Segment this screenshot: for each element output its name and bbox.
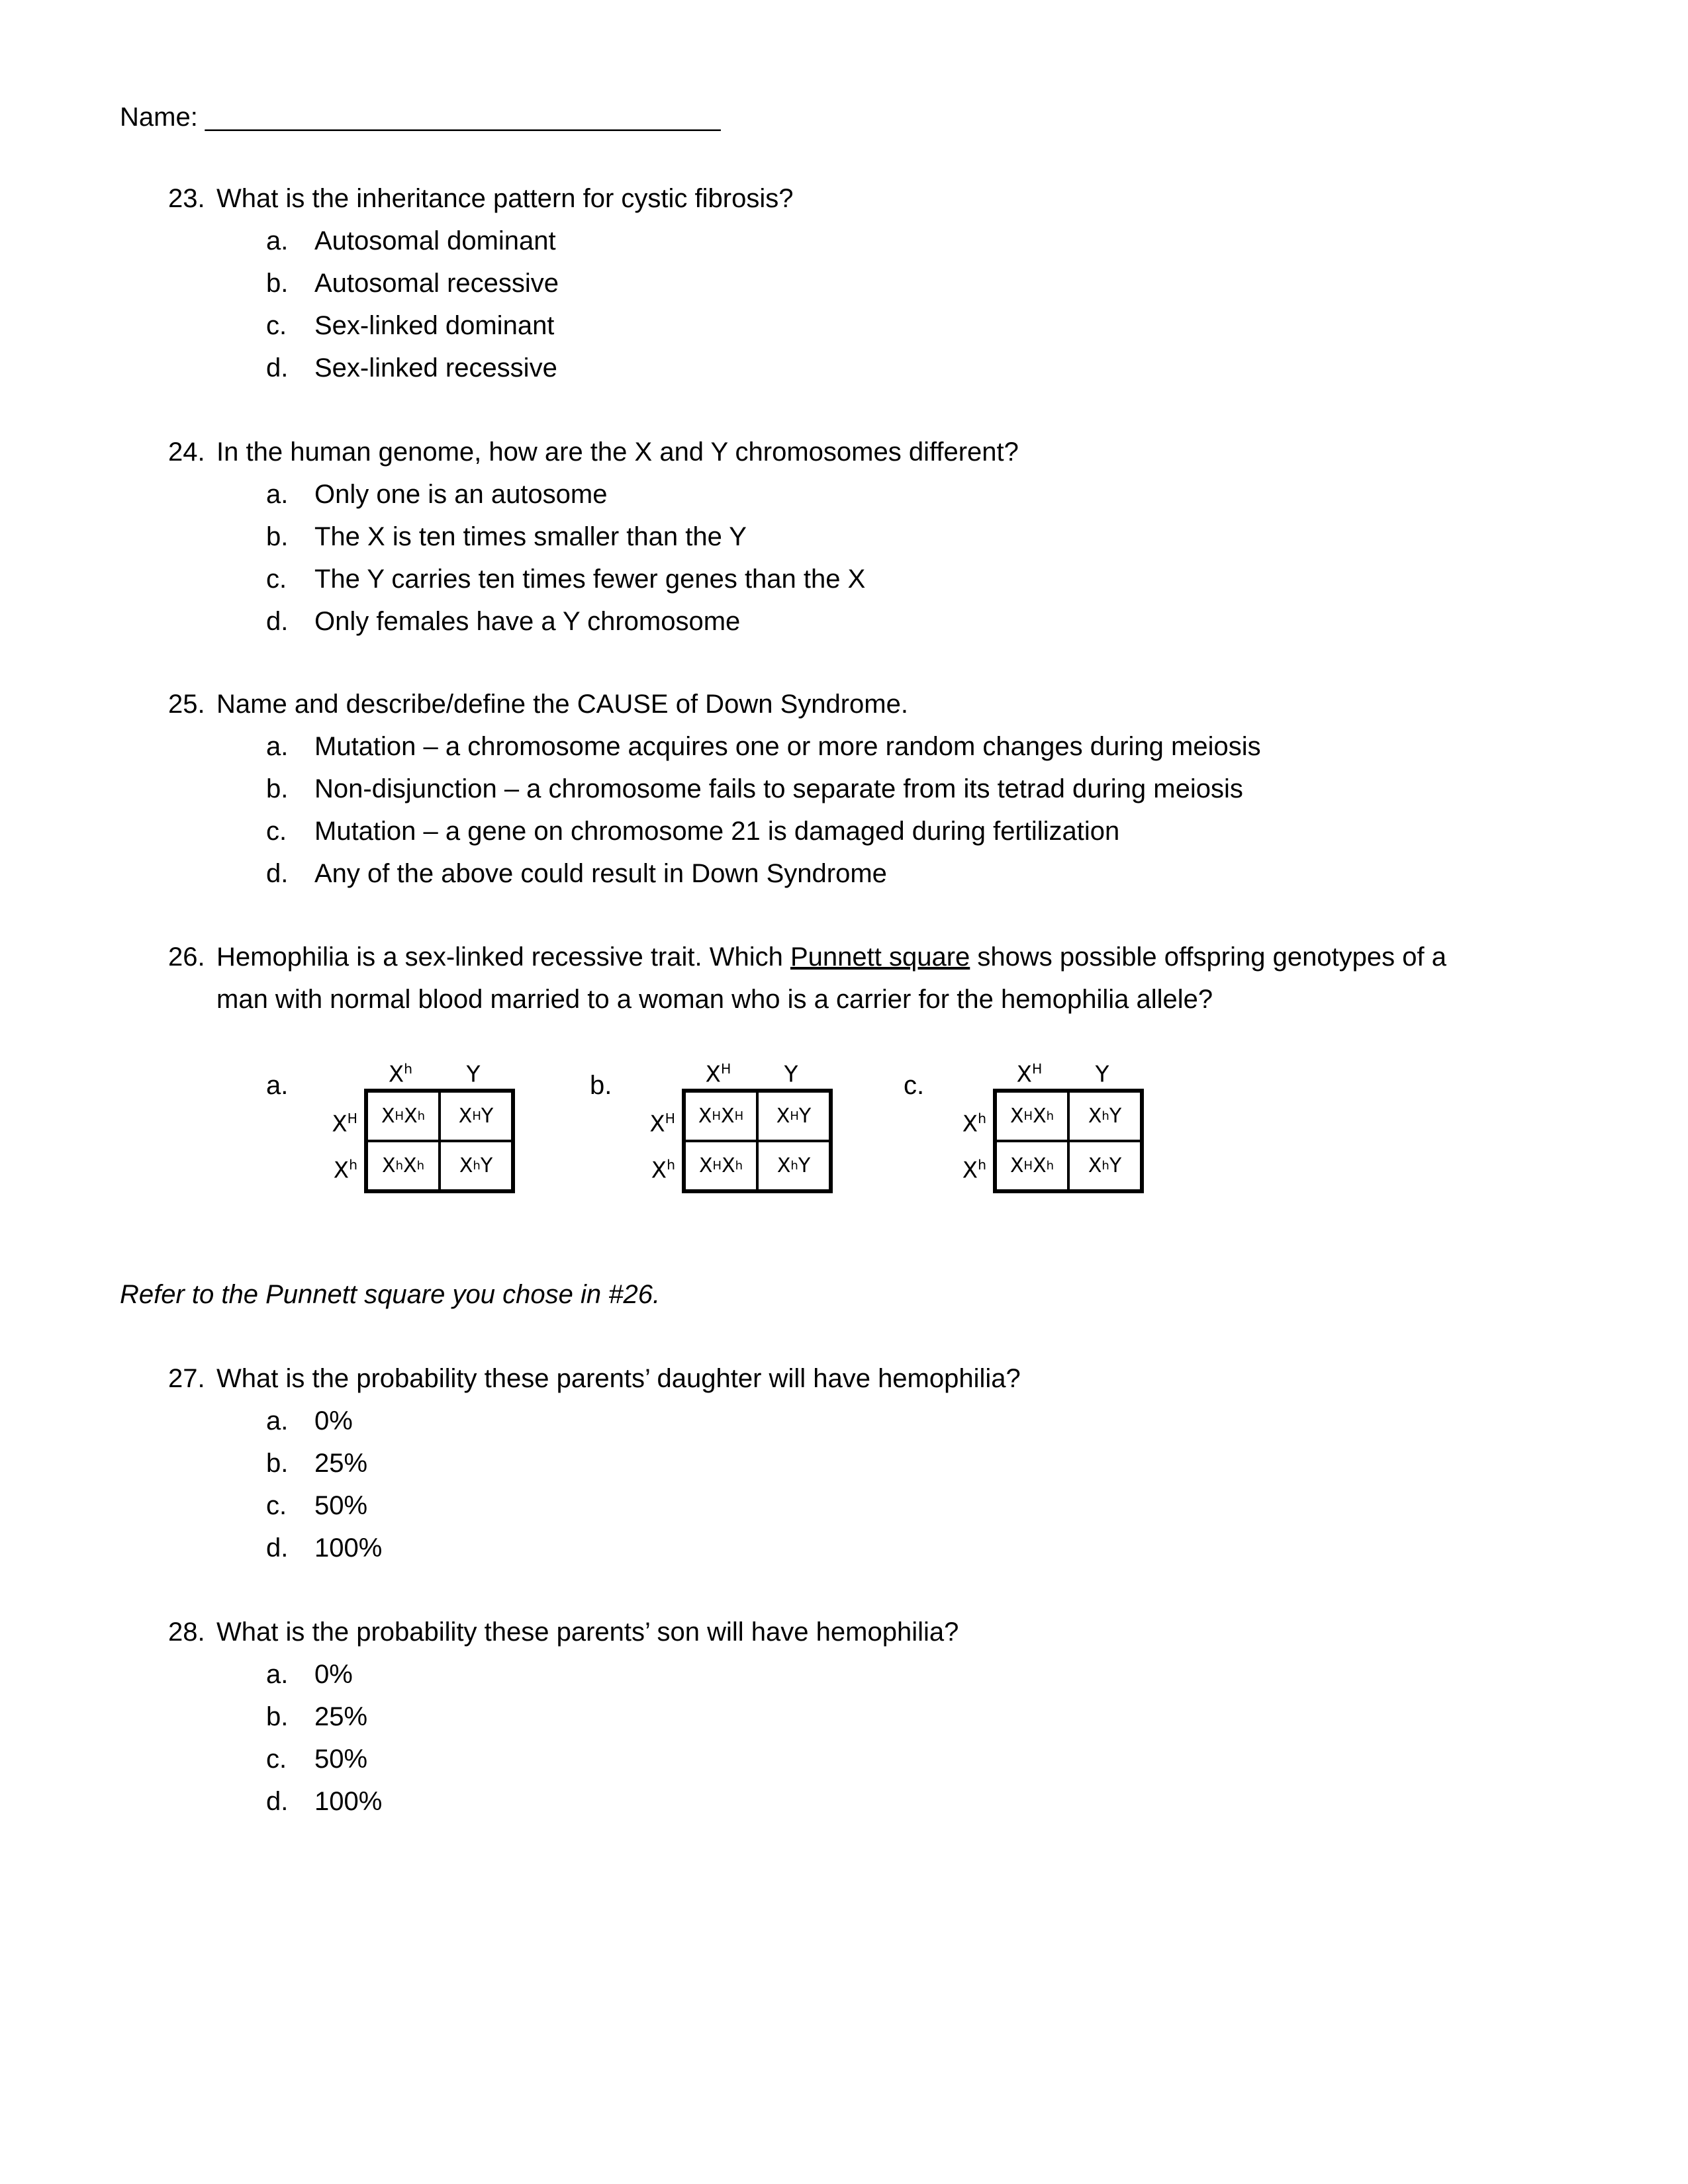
punnett-option-label: c. — [904, 1071, 925, 1100]
punnett-grid — [364, 1089, 515, 1193]
punnett-square-link: Punnett square — [790, 942, 970, 972]
punnett-square-a[interactable] — [311, 1052, 523, 1205]
allele: X — [776, 1105, 790, 1128]
option-text: 0% — [314, 1660, 353, 1689]
question-27 — [0, 1357, 1688, 1400]
option-text: Only females have a Y chromosome — [314, 607, 741, 636]
punnett-square-b[interactable] — [629, 1052, 841, 1205]
option-text: Any of the above could result in Down Syndrome — [314, 859, 887, 888]
allele: X — [1009, 1105, 1024, 1128]
allele-superscript: h — [416, 1159, 424, 1173]
option-text: 25% — [314, 1702, 368, 1731]
option-letter: b. — [266, 269, 289, 298]
allele: X — [1009, 1154, 1024, 1177]
parent-allele-top — [437, 1052, 510, 1088]
option-letter: b. — [266, 774, 289, 803]
allele-superscript: H — [395, 1109, 404, 1123]
answer-option[interactable] — [0, 1696, 1688, 1738]
option-letter: d. — [266, 859, 289, 888]
option-text: Sex-linked recessive — [314, 353, 557, 383]
question-24 — [0, 431, 1688, 473]
allele-superscript: h — [395, 1159, 403, 1173]
question-text-continued: man with normal blood married to a woman who is a carrier for the hemophilia allele? — [216, 985, 1213, 1014]
option-letter: c. — [266, 311, 287, 340]
offspring-genotype — [996, 1141, 1068, 1191]
option-text: 0% — [314, 1406, 353, 1435]
option-letter: b. — [266, 522, 289, 551]
allele-superscript: H — [1031, 1061, 1043, 1077]
answer-option[interactable] — [0, 1653, 1688, 1696]
question-26 — [0, 936, 1688, 978]
question-number: 23. — [168, 184, 205, 213]
option-text: 50% — [314, 1745, 368, 1774]
question-text: What is the probability these parents’ son will have hemophilia? — [216, 1617, 959, 1647]
option-text: 25% — [314, 1449, 368, 1478]
question-23 — [0, 177, 1688, 220]
allele: Y — [784, 1061, 798, 1088]
allele: Y — [466, 1061, 481, 1088]
answer-option[interactable] — [0, 1442, 1688, 1484]
allele-superscript: h — [790, 1159, 798, 1173]
option-letter: b. — [266, 1702, 289, 1731]
option-text: Sex-linked dominant — [314, 311, 555, 340]
allele: X — [404, 1105, 418, 1128]
parent-allele-side — [940, 1099, 986, 1138]
punnett-square-c[interactable] — [940, 1052, 1152, 1205]
allele: X — [381, 1105, 395, 1128]
question-text-line2 — [0, 978, 1688, 1021]
option-letter: d. — [266, 1787, 289, 1816]
option-text: Autosomal dominant — [314, 226, 556, 255]
offspring-genotype — [440, 1141, 512, 1191]
answer-option[interactable] — [0, 304, 1688, 347]
option-text: Only one is an autosome — [314, 480, 608, 509]
allele: X — [651, 1157, 667, 1184]
allele-superscript: H — [472, 1109, 481, 1123]
allele: X — [1088, 1154, 1102, 1177]
answer-option[interactable] — [0, 347, 1688, 389]
question-number: 26. — [168, 942, 205, 972]
allele: Y — [1109, 1154, 1122, 1177]
option-text: The Y carries ten times fewer genes than the X — [314, 565, 866, 594]
question-text: What is the inheritance pattern for cystic fibrosis? — [216, 184, 794, 213]
allele-superscript: h — [667, 1157, 675, 1173]
option-letter: c. — [266, 817, 287, 846]
option-letter: c. — [266, 1491, 287, 1520]
allele: Y — [798, 1154, 811, 1177]
question-25 — [0, 683, 1688, 725]
option-text: Mutation – a gene on chromosome 21 is damaged during fertilization — [314, 817, 1120, 846]
allele-superscript: h — [1102, 1159, 1109, 1173]
allele: X — [1016, 1061, 1032, 1088]
option-text: Mutation – a chromosome acquires one or more random changes during meiosis — [314, 732, 1261, 761]
allele-superscript: H — [712, 1159, 722, 1173]
allele: X — [332, 1111, 348, 1138]
parent-allele-side — [940, 1145, 986, 1185]
answer-option[interactable] — [0, 1400, 1688, 1442]
option-letter: c. — [266, 565, 287, 594]
refer-note: Refer to the Punnett square you chose in #26. — [120, 1280, 661, 1309]
answer-option[interactable] — [0, 768, 1688, 810]
answer-option[interactable] — [0, 558, 1688, 600]
allele: X — [721, 1105, 735, 1128]
parent-allele-top — [1066, 1052, 1139, 1088]
option-letter: a. — [266, 1406, 289, 1435]
option-letter: b. — [266, 1449, 289, 1478]
parent-allele-side — [311, 1145, 357, 1185]
allele: X — [388, 1061, 404, 1088]
allele: X — [776, 1154, 791, 1177]
allele-superscript: h — [473, 1159, 481, 1173]
option-text: 50% — [314, 1491, 368, 1520]
punnett-grid — [682, 1089, 833, 1193]
option-letter: a. — [266, 226, 289, 255]
answer-option[interactable] — [0, 1738, 1688, 1780]
offspring-genotype — [684, 1141, 757, 1191]
allele-superscript: h — [735, 1159, 743, 1173]
allele: X — [1033, 1105, 1047, 1128]
option-letter: a. — [266, 732, 289, 761]
answer-option[interactable] — [0, 1527, 1688, 1569]
allele: X — [382, 1154, 396, 1177]
parent-allele-side — [629, 1099, 675, 1138]
question-text-post: shows possible offspring genotypes of a — [970, 942, 1447, 972]
allele-superscript: H — [734, 1109, 744, 1123]
offspring-genotype — [684, 1091, 757, 1141]
allele: X — [962, 1157, 978, 1184]
allele: X — [962, 1111, 978, 1138]
allele: X — [1088, 1105, 1102, 1128]
allele-superscript: H — [790, 1109, 799, 1123]
parent-allele-top — [364, 1052, 437, 1088]
allele-superscript: H — [1023, 1109, 1033, 1123]
allele-superscript: h — [417, 1109, 426, 1123]
option-letter: a. — [266, 1660, 289, 1689]
option-text: Non-disjunction – a chromosome fails to separate from its tetrad during meiosis — [314, 774, 1243, 803]
allele-superscript: H — [347, 1111, 357, 1126]
allele: Y — [1109, 1105, 1122, 1128]
question-text: In the human genome, how are the X and Y chromosomes different? — [216, 437, 1019, 467]
question-number: 25. — [168, 690, 205, 719]
offspring-genotype — [757, 1141, 830, 1191]
allele-superscript: H — [712, 1109, 721, 1123]
allele: X — [1033, 1154, 1047, 1177]
allele-superscript: h — [1046, 1159, 1055, 1173]
answer-option[interactable] — [0, 1780, 1688, 1823]
allele: X — [698, 1105, 712, 1128]
question-text — [216, 936, 1446, 978]
allele-superscript: h — [978, 1111, 986, 1126]
name-field[interactable]: Name: ___________________________________ — [120, 103, 721, 132]
answer-option[interactable] — [0, 262, 1688, 304]
allele: X — [459, 1154, 473, 1177]
answer-option[interactable] — [0, 810, 1688, 852]
option-text: The X is ten times smaller than the Y — [314, 522, 747, 551]
question-text: What is the probability these parents’ daughter will have hemophilia? — [216, 1364, 1021, 1393]
punnett-option-label: a. — [266, 1071, 289, 1100]
option-text: 100% — [314, 1533, 383, 1563]
parent-allele-top — [755, 1052, 827, 1088]
allele: X — [698, 1154, 713, 1177]
allele: Y — [1095, 1061, 1109, 1088]
allele: X — [403, 1154, 417, 1177]
offspring-genotype — [367, 1091, 440, 1141]
offspring-genotype — [367, 1141, 440, 1191]
allele-superscript: h — [1046, 1109, 1055, 1123]
option-text: Autosomal recessive — [314, 269, 559, 298]
answer-option[interactable] — [0, 1484, 1688, 1527]
option-text: 100% — [314, 1787, 383, 1816]
option-letter: d. — [266, 1533, 289, 1563]
allele: Y — [480, 1154, 493, 1177]
question-text: Name and describe/define the CAUSE of Down Syndrome. — [216, 690, 908, 719]
punnett-grid — [993, 1089, 1144, 1193]
option-letter: a. — [266, 480, 289, 509]
allele: X — [705, 1061, 721, 1088]
allele-superscript: H — [665, 1111, 675, 1126]
offspring-genotype — [1068, 1091, 1141, 1141]
allele-superscript: h — [1102, 1109, 1109, 1123]
option-letter: d. — [266, 353, 289, 383]
allele: X — [458, 1105, 473, 1128]
allele-superscript: H — [1023, 1159, 1033, 1173]
question-number: 24. — [168, 437, 205, 467]
parent-allele-side — [629, 1145, 675, 1185]
answer-option[interactable] — [0, 725, 1688, 768]
offspring-genotype — [757, 1091, 830, 1141]
allele: X — [722, 1154, 735, 1177]
option-letter: d. — [266, 607, 289, 636]
question-number: 27. — [168, 1364, 205, 1393]
punnett-option-label: b. — [590, 1071, 612, 1100]
answer-option[interactable] — [0, 852, 1688, 895]
question-28 — [0, 1611, 1688, 1653]
allele-superscript: h — [404, 1061, 413, 1077]
allele-superscript: H — [720, 1061, 731, 1077]
allele: Y — [798, 1105, 812, 1128]
parent-allele-top — [993, 1052, 1066, 1088]
allele: X — [649, 1111, 665, 1138]
option-letter: c. — [266, 1745, 287, 1774]
allele-superscript: h — [349, 1157, 357, 1173]
allele-superscript: h — [978, 1157, 986, 1173]
question-text-pre: Hemophilia is a sex-linked recessive trait. Which — [216, 942, 790, 972]
allele: Y — [481, 1105, 494, 1128]
answer-option[interactable] — [0, 220, 1688, 262]
offspring-genotype — [996, 1091, 1068, 1141]
answer-option[interactable] — [0, 516, 1688, 558]
answer-option[interactable] — [0, 473, 1688, 516]
question-number: 28. — [168, 1617, 205, 1647]
offspring-genotype — [440, 1091, 512, 1141]
offspring-genotype — [1068, 1141, 1141, 1191]
parent-allele-side — [311, 1099, 357, 1138]
allele: X — [333, 1157, 350, 1184]
answer-option[interactable] — [0, 600, 1688, 643]
parent-allele-top — [682, 1052, 755, 1088]
